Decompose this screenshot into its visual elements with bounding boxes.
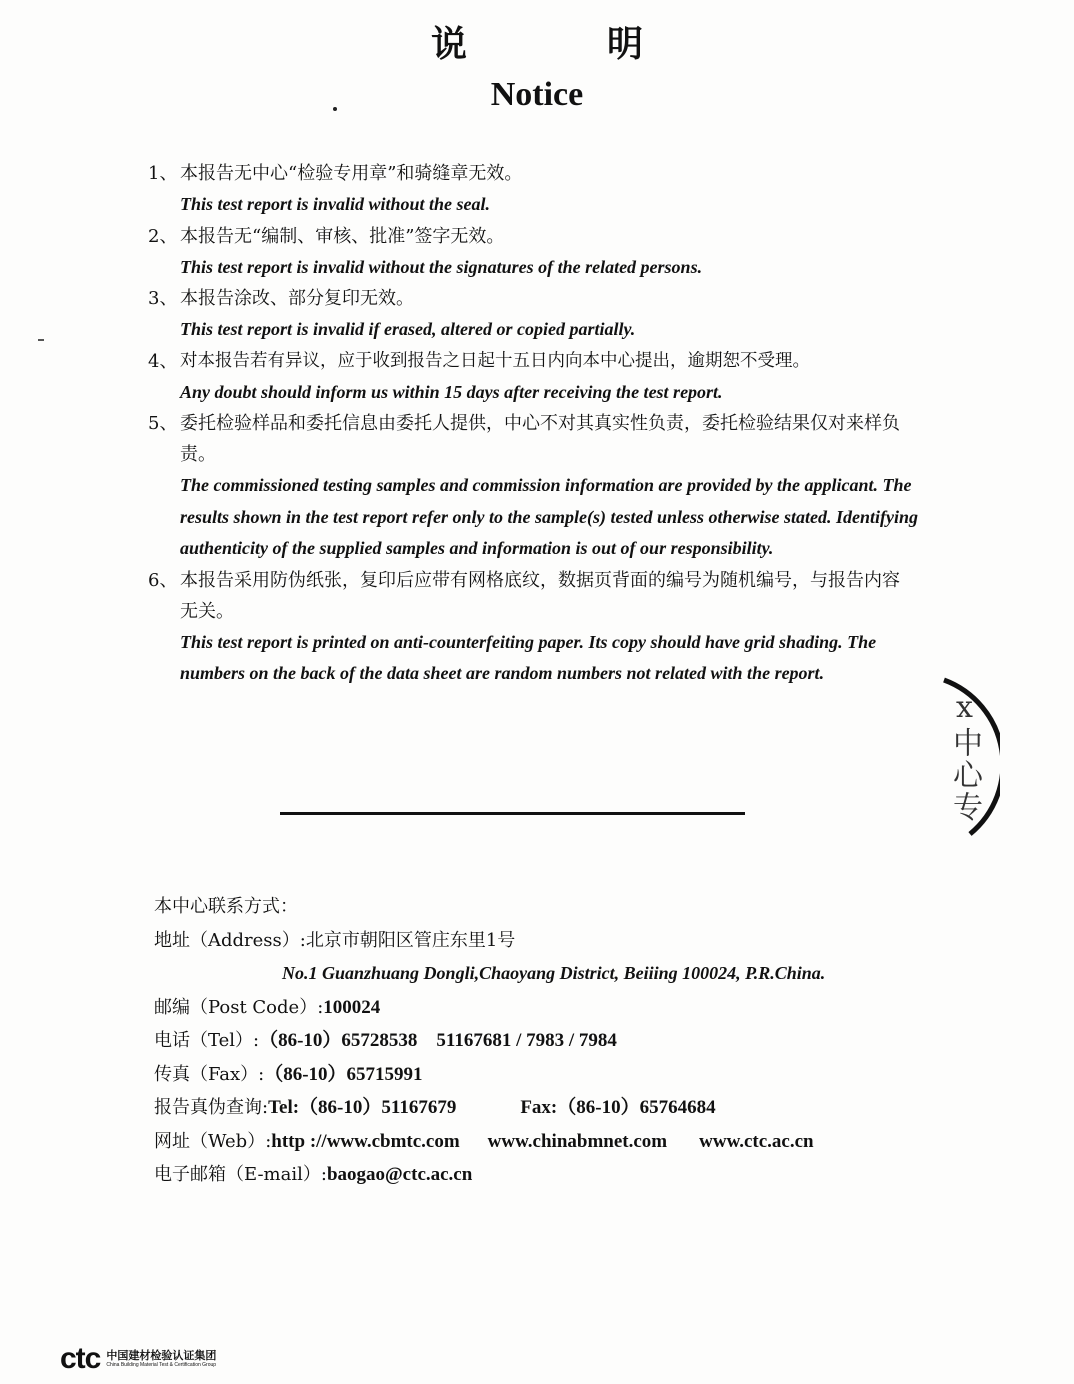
- notice-list: [148, 158, 928, 690]
- notice-item: [148, 408, 928, 565]
- web-label: 网址（Web）:: [154, 1130, 272, 1152]
- verify-line: [154, 1091, 1054, 1125]
- notice-text-en: This test report is invalid without the signatures of the related persons.: [180, 256, 703, 277]
- notice-text-en: The commissioned testing samples and commission information are provided by the applicant. The results shown in the test report refer only to the sample(s) tested unless otherwise stated. Identifying authenticity of the supplied samples and information is out of our responsibility.: [180, 475, 919, 558]
- notice-item: [148, 158, 928, 221]
- logo-text: [106, 1350, 216, 1369]
- margin-mark: [38, 339, 44, 341]
- postcode-value: 100024: [323, 996, 381, 1018]
- logo-mark: ctc: [60, 1342, 101, 1375]
- notice-text-en: This test report is printed on anti-counterfeiting paper. Its copy should have grid shading. The numbers on the back of the data sheet are random numbers not related with the report.: [180, 631, 877, 683]
- notice-number: 6、: [148, 569, 178, 591]
- notice-item: [148, 221, 928, 284]
- notice-number: 1、: [148, 163, 178, 184]
- scan-dot: [333, 107, 337, 111]
- address-en: No.1 Guanzhuang Dongli,Chaoyang District, Beiiing 100024, P.R.China.: [282, 963, 826, 983]
- postcode-line: [154, 991, 1054, 1025]
- notice-text-en: This test report is invalid if erased, altered or copied partially.: [180, 319, 636, 339]
- tel-line: [154, 1024, 1054, 1058]
- email-value[interactable]: baogao@ctc.ac.cn: [326, 1164, 473, 1185]
- tel-label: 电话（Tel）:: [154, 1030, 260, 1051]
- fax-value: （86-10）65715991: [264, 1063, 423, 1085]
- logo-cn: 中国建材检验认证集团: [106, 1348, 217, 1362]
- address-line: [154, 924, 1054, 958]
- tel-value: （86-10）65728538 51167681 / 7983 / 7984: [259, 1030, 617, 1051]
- notice-item: [148, 346, 928, 409]
- web-link-1[interactable]: http ://www.cbmtc.com: [271, 1130, 460, 1152]
- notice-number: 3、: [148, 288, 178, 309]
- partial-seal-stamp: [930, 672, 1000, 842]
- notice-text-cn: 对本报告若有异议，应于收到报告之日起十五日内向本中心提出，逾期恕不受理。: [180, 350, 810, 371]
- web-link-2[interactable]: www.chinabmnet.com: [487, 1130, 668, 1152]
- notice-text-cn: 本报告无“编制、审核、批准”签字无效。: [180, 225, 505, 247]
- fax-line: [154, 1058, 1054, 1092]
- notice-number: 5、: [148, 413, 178, 434]
- seal-text: ⅹ中心专: [947, 690, 982, 823]
- address-cn: 北京市朝阳区管庄东里1号: [305, 929, 516, 951]
- notice-number: 2、: [148, 225, 178, 247]
- notice-text-en: Any doubt should inform us within 15 days after receiving the test report.: [180, 381, 723, 402]
- notice-text-cn: 本报告采用防伪纸张，复印后应带有网格底纹，数据页背面的编号为随机编号，与报告内容无关。: [180, 569, 900, 622]
- web-link-3[interactable]: www.ctc.ac.cn: [699, 1130, 814, 1152]
- postcode-label: 邮编（Post Code）:: [154, 996, 324, 1018]
- title-chinese: 说 明: [430, 23, 695, 65]
- email-label: 电子邮箱（E-mail）:: [154, 1164, 327, 1185]
- verify-fax: Fax:（86-10）65764684: [520, 1097, 716, 1118]
- contact-info: [154, 890, 1054, 1192]
- web-line: [154, 1125, 1054, 1159]
- email-line: [154, 1158, 1054, 1192]
- notice-text-cn: 本报告无中心“检验专用章”和骑缝章无效。: [180, 163, 523, 184]
- fax-label: 传真（Fax）:: [154, 1063, 265, 1085]
- notice-text-en: This test report is invalid without the seal.: [180, 194, 491, 214]
- verify-tel: Tel:（86-10）51167679: [268, 1097, 457, 1118]
- notice-item: [148, 565, 928, 690]
- notice-number: 4、: [148, 350, 178, 372]
- title-english: Notice: [490, 76, 584, 113]
- notice-item: [148, 283, 928, 346]
- notice-text-cn: 本报告涂改、部分复印无效。: [180, 288, 414, 309]
- contact-heading: 本中心联系方式：: [154, 896, 298, 917]
- ctc-logo: [60, 1342, 217, 1375]
- address-label: 地址（Address）:: [154, 929, 306, 951]
- notice-text-cn: 委托检验样品和委托信息由委托人提供，中心不对其真实性负责，委托检验结果仅对来样负责。: [180, 413, 900, 465]
- verify-label: 报告真伪查询:: [154, 1097, 269, 1118]
- section-divider: [280, 812, 745, 815]
- logo-en: China Building Material Test & Certification Group: [106, 1361, 217, 1368]
